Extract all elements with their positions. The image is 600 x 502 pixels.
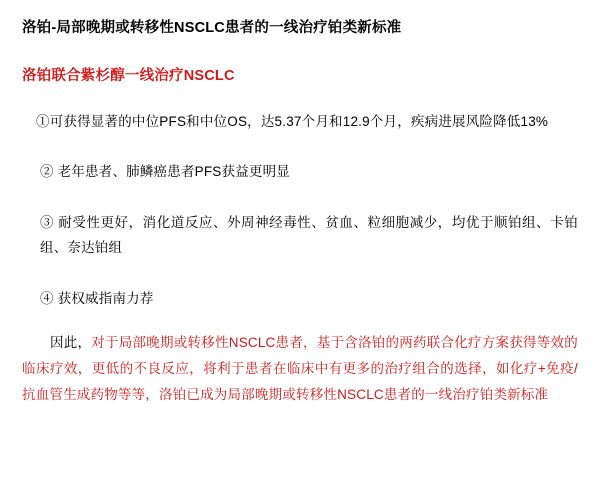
closing-paragraph [22,330,578,407]
closing-highlight-text: 对于局部晚期或转移性NSCLC患者，基于含洛铂的两药联合化疗方案获得等效的临床疗效，更低的不良反应，将利于患者在临床中有更多的治疗组合的选择，如化疗+免疫/抗血管生成药物等等，洛铂已成为局部晚期或转移性NSCLC患者的一线治疗铂类新标准 [22,335,578,402]
list-item: ①可获得显著的中位PFS和中位OS，达5.37个月和12.9个月，疾病进展风险降低13% [36,113,549,129]
list-item: ③ 耐受性更好，消化道反应、外周神经毒性、贫血、粒细胞减少，均优于顺铂组、卡铂组、奈达铂组 [40,215,578,256]
page-title: 洛铂-局部晚期或转移性NSCLC患者的一线治疗铂类新标准 [22,20,402,36]
list-item: ④ 获权威指南力荐 [40,291,154,307]
closing-lead-text: 因此， [50,335,92,351]
list-item: ② 老年患者、肺鳞癌患者PFS获益更明显 [40,164,291,180]
section-heading: 洛铂联合紫杉醇一线治疗NSCLC [22,67,235,84]
